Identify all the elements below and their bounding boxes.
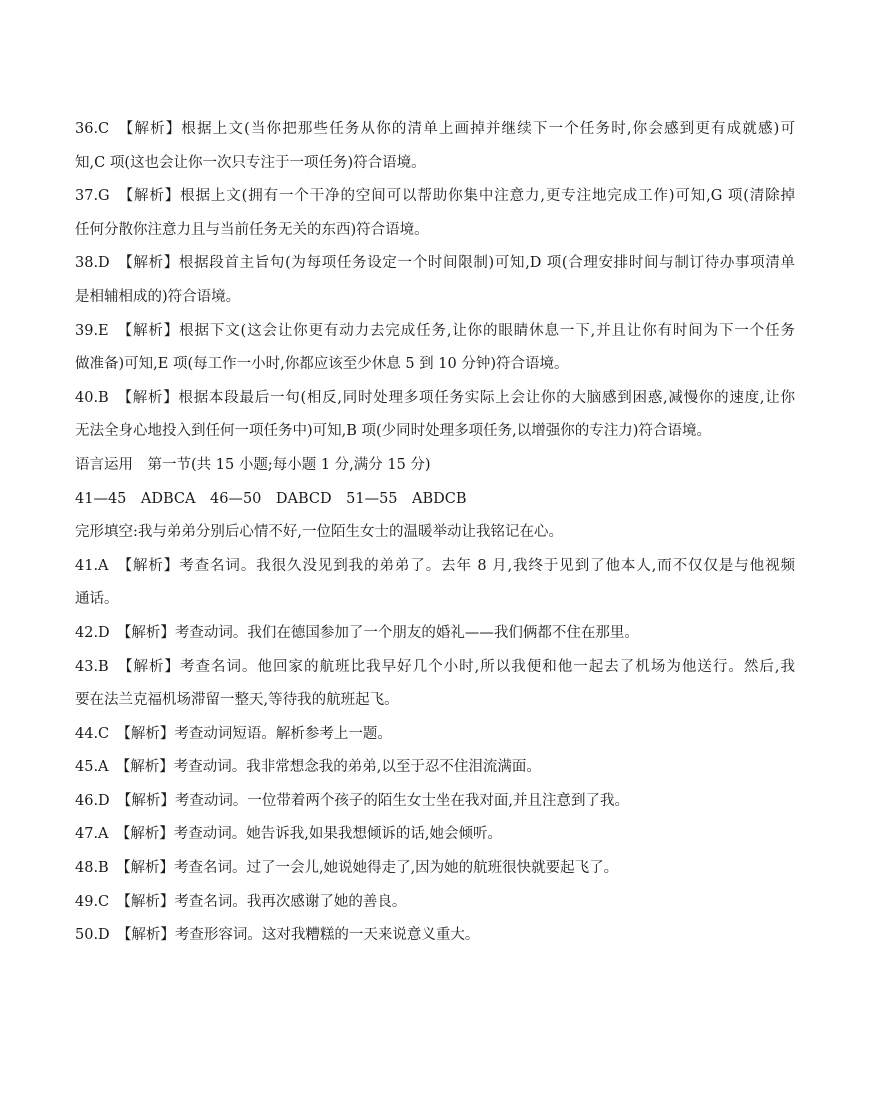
answer-key: 41—45 ADBCA 46—50 DABCD 51—55 ABDCB	[75, 490, 467, 507]
q49-explanation: 49.C 【解析】考查名词。我再次感谢了她的善良。	[75, 893, 407, 910]
q37-explanation-line-2: 任何分散你注意力且与当前任务无关的东西)符合语境。	[75, 221, 429, 238]
q46-explanation: 46.D 【解析】考查动词。一位带着两个孩子的陌生女士坐在我对面,并且注意到了我。	[75, 792, 630, 809]
q36-explanation-line-1: 36.C 【解析】根据上文(当你把那些任务从你的清单上画掉并继续下一个任务时,你会感到更有成就感)可	[75, 121, 795, 137]
q37-explanation-line-1: 37.G 【解析】根据上文(拥有一个干净的空间可以帮助你集中注意力,更专注地完成工作)可知,G 项(清除掉	[75, 188, 795, 205]
q47-explanation: 47.A 【解析】考查动词。她告诉我,如果我想倾诉的话,她会倾听。	[75, 826, 502, 843]
q39-explanation-line-2: 做准备)可知,E 项(每工作一小时,你都应该至少休息 5 到 10 分钟)符合语境。	[75, 356, 569, 373]
q40-explanation-line-2: 无法全身心地投入到任何一项任务中)可知,B 项(少同时处理多项任务,以增强你的专注力)符合语境。	[75, 423, 711, 440]
q39-explanation-line-1: 39.E 【解析】根据下文(这会让你更有动力去完成任务,让你的眼睛休息一下,并且让你有时间为下一个任务	[75, 322, 795, 339]
q43-explanation-line-1: 43.B 【解析】考查名词。他回家的航班比我早好几个小时,所以我便和他一起去了机场为他送行。然后,我	[75, 658, 795, 675]
cloze-summary: 完形填空:我与弟弟分别后心情不好,一位陌生女士的温暖举动让我铭记在心。	[75, 524, 563, 541]
q41-explanation-line-1: 41.A 【解析】考查名词。我很久没见到我的弟弟了。去年 8 月,我终于见到了他本人,而不仅仅是与他视频	[75, 557, 795, 574]
q44-explanation: 44.C 【解析】考查动词短语。解析参考上一题。	[75, 725, 392, 742]
answer-explanations	[75, 113, 795, 953]
q41-explanation-line-2: 通话。	[75, 591, 119, 608]
q38-explanation-line-1: 38.D 【解析】根据段首主旨句(为每项任务设定一个时间限制)可知,D 项(合理安排时间与制订待办事项清单	[75, 255, 795, 272]
q38-explanation-line-2: 是相辅相成的)符合语境。	[75, 288, 241, 305]
q43-explanation-line-2: 要在法兰克福机场滞留一整天,等待我的航班起飞。	[75, 692, 399, 709]
q50-explanation: 50.D 【解析】考查形容词。这对我糟糕的一天来说意义重大。	[75, 927, 480, 944]
q45-explanation: 45.A 【解析】考查动词。我非常想念我的弟弟,以至于忍不住泪流满面。	[75, 759, 541, 776]
q48-explanation: 48.B 【解析】考查名词。过了一会儿,她说她得走了,因为她的航班很快就要起飞了。	[75, 860, 619, 877]
q40-explanation-line-1: 40.B 【解析】根据本段最后一句(相反,同时处理多项任务实际上会让你的大脑感到困惑,减慢你的速度,让你	[75, 389, 795, 406]
section-heading: 语言运用 第一节(共 15 小题;每小题 1 分,满分 15 分)	[75, 456, 431, 473]
q36-explanation-line-2: 知,C 项(这也会让你一次只专注于一项任务)符合语境。	[75, 154, 426, 171]
q42-explanation: 42.D 【解析】考查动词。我们在德国参加了一个朋友的婚礼——我们俩都不住在那里。	[75, 624, 639, 641]
